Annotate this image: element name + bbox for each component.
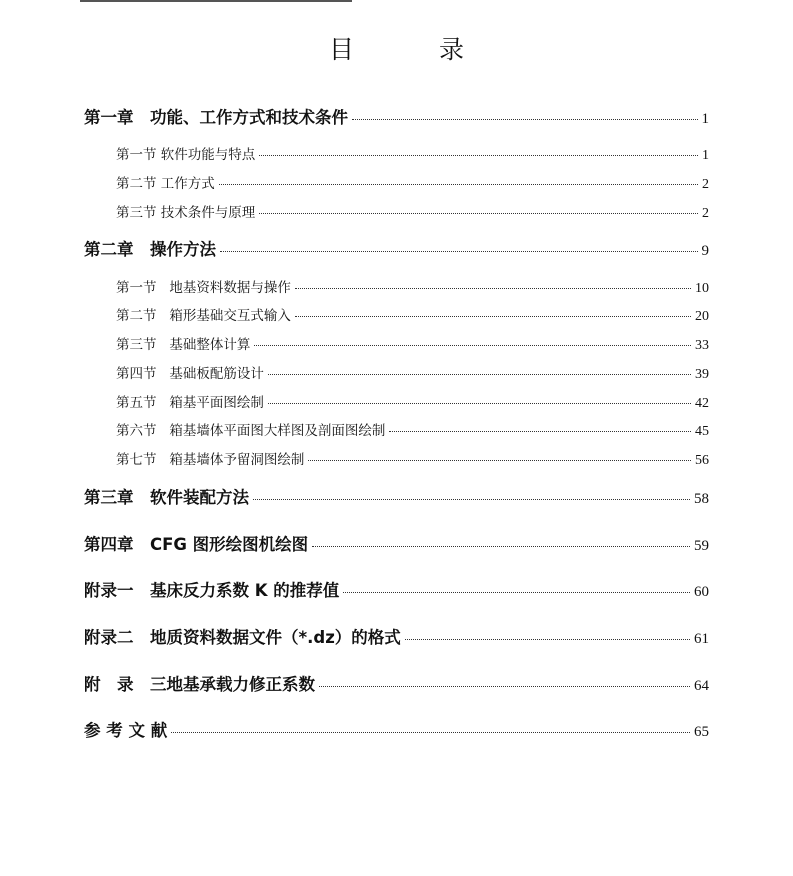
dot-leader: [295, 316, 691, 317]
chapter-page: 9: [701, 243, 709, 259]
page-title: 目 录: [328, 35, 494, 64]
dot-leader: [319, 686, 690, 687]
section-page: 45: [695, 424, 709, 439]
dot-leader: [308, 460, 691, 461]
dot-leader: [171, 732, 690, 733]
chapter-page: 58: [694, 491, 709, 507]
section-title: 箱基平面图绘制: [169, 395, 264, 411]
chapter-label: 附录一: [84, 581, 134, 600]
toc-section-1-3[interactable]: [0, 201, 793, 227]
section-label: 第七节: [116, 452, 157, 468]
dot-leader: [268, 374, 691, 375]
toc-section-2-4[interactable]: [0, 362, 793, 388]
top-rule: [80, 0, 352, 2]
dot-leader: [219, 184, 698, 185]
chapter-title: 功能、工作方式和技术条件: [150, 108, 348, 127]
toc-section-1-1[interactable]: [0, 143, 793, 169]
chapter-gap: [134, 484, 151, 508]
toc-chapter-3[interactable]: [0, 484, 793, 510]
chapter-page: 65: [694, 724, 709, 740]
section-title: 技术条件与原理: [160, 205, 256, 221]
section-page: 56: [695, 453, 709, 468]
chapter-title: 基床反力系数 K 的推荐值: [150, 581, 340, 600]
section-page: 33: [695, 338, 709, 353]
dot-leader: [253, 499, 690, 500]
section-label: 第六节: [116, 423, 157, 439]
chapter-label: 第二章: [84, 240, 134, 259]
section-page: 42: [695, 396, 709, 411]
section-page: 1: [702, 148, 709, 163]
chapter-page: 1: [701, 111, 709, 127]
section-page: 2: [702, 206, 709, 221]
toc-section-2-3[interactable]: [0, 333, 793, 359]
toc-references[interactable]: [0, 717, 793, 743]
dot-leader: [254, 345, 691, 346]
chapter-gap: [134, 236, 151, 260]
toc-section-2-5[interactable]: [0, 391, 793, 417]
chapter-label: 参 考 文 献: [84, 721, 168, 740]
dot-leader: [312, 546, 690, 547]
chapter-page: 61: [694, 631, 709, 647]
dot-leader: [352, 119, 698, 120]
section-label: 第一节: [116, 147, 157, 163]
toc-section-2-2[interactable]: [0, 304, 793, 330]
dot-leader: [220, 251, 698, 252]
section-label: 第四节: [116, 366, 157, 382]
chapter-page: 59: [694, 538, 709, 554]
section-title: 地基资料数据与操作: [169, 280, 291, 296]
section-title: 箱形基础交互式输入: [169, 308, 291, 324]
chapter-label: 第三章: [84, 488, 134, 507]
chapter-title: 三地基承载力修正系数: [150, 675, 315, 694]
dot-leader: [259, 155, 698, 156]
chapter-gap: [134, 671, 151, 695]
toc-appendix-3[interactable]: [0, 671, 793, 697]
section-label: 第一节: [116, 280, 157, 296]
dot-leader: [405, 639, 690, 640]
toc-section-1-2[interactable]: [0, 172, 793, 198]
chapter-page: 64: [694, 678, 709, 694]
section-label: 第三节: [116, 205, 157, 221]
dot-leader: [268, 403, 691, 404]
section-title: 箱基墙体予留洞图绘制: [169, 452, 305, 468]
section-page: 39: [695, 367, 709, 382]
chapter-gap: [134, 531, 151, 555]
dot-leader: [389, 431, 691, 432]
chapter-title: 操作方法: [150, 240, 216, 259]
section-title: 软件功能与特点: [160, 147, 256, 163]
dot-leader: [259, 213, 698, 214]
chapter-gap: [134, 577, 151, 601]
chapter-label: 第四章: [84, 535, 134, 554]
chapter-title: 软件装配方法: [150, 488, 249, 507]
toc-section-2-7[interactable]: [0, 448, 793, 474]
toc-appendix-2[interactable]: [0, 624, 793, 650]
chapter-gap: [134, 104, 151, 128]
section-label: 第二节: [116, 308, 157, 324]
toc-chapter-2[interactable]: [0, 236, 793, 262]
toc-section-2-1[interactable]: [0, 276, 793, 302]
section-title: 工作方式: [160, 176, 215, 192]
section-title: 基础板配筋设计: [169, 366, 264, 382]
section-page: 20: [695, 309, 709, 324]
section-page: 2: [702, 177, 709, 192]
dot-leader: [295, 288, 691, 289]
section-page: 10: [695, 281, 709, 296]
chapter-label: 第一章: [84, 108, 134, 127]
section-title: 箱基墙体平面图大样图及剖面图绘制: [169, 423, 386, 439]
chapter-label: 附 录: [84, 675, 134, 694]
dot-leader: [343, 592, 690, 593]
toc-chapter-4[interactable]: [0, 531, 793, 557]
section-label: 第二节: [116, 176, 157, 192]
chapter-title: 地质资料数据文件（*.dz）的格式: [150, 628, 401, 647]
section-label: 第三节: [116, 337, 157, 353]
toc-chapter-1[interactable]: [0, 104, 793, 130]
toc-appendix-1[interactable]: [0, 577, 793, 603]
chapter-page: 60: [694, 584, 709, 600]
section-title: 基础整体计算: [169, 337, 251, 353]
chapter-label: 附录二: [84, 628, 134, 647]
section-label: 第五节: [116, 395, 157, 411]
toc-section-2-6[interactable]: [0, 419, 793, 445]
chapter-gap: [134, 624, 151, 648]
chapter-title: CFG 图形绘图机绘图: [150, 535, 309, 554]
